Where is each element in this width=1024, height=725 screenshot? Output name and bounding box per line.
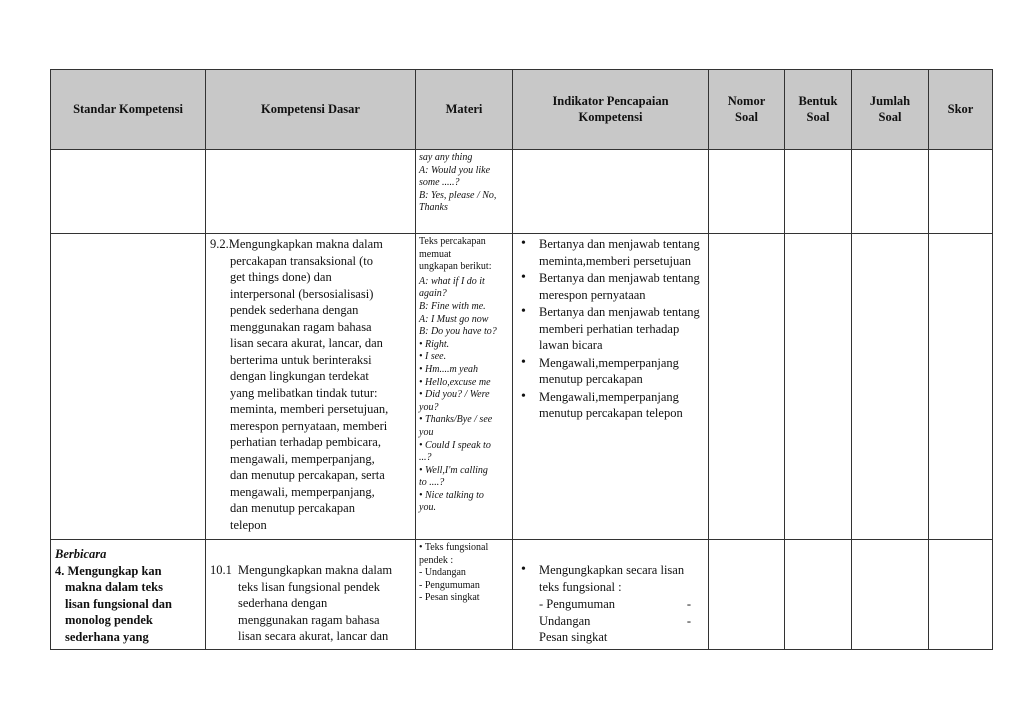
sub-item-dash: - xyxy=(686,613,691,628)
standar-block xyxy=(51,540,205,647)
header-indikator xyxy=(513,70,709,150)
kd-line: interpersonal (bersosialisasi) xyxy=(230,286,374,301)
header-standar-kompetensi xyxy=(51,70,206,150)
standar-title: Berbicara xyxy=(55,547,107,561)
kd-number: 10.1 xyxy=(210,563,232,577)
cell-jumlah xyxy=(852,234,929,540)
materi-line: • Teks fungsional xyxy=(419,542,489,553)
header-row xyxy=(51,70,993,150)
materi-line: A: Would you like xyxy=(419,164,491,176)
materi-line: B: Do you have to? xyxy=(419,326,497,338)
materi-line: Teks percakapan xyxy=(419,236,486,247)
indikator-list xyxy=(513,234,708,422)
header-materi xyxy=(416,70,513,150)
cell-indikator xyxy=(513,150,709,234)
header-kompetensi-dasar xyxy=(206,70,416,150)
cell-materi xyxy=(416,150,513,234)
cell-kd xyxy=(206,540,416,650)
kd-line: get things done) dan xyxy=(230,270,332,284)
kd-line: pendek sederhana dengan xyxy=(230,303,359,317)
indikator-item: • Mengawali,memperpanjang menutup percakapan xyxy=(517,355,704,388)
sub-item xyxy=(539,596,691,613)
kd-line: meminta, memberi persetujuan, xyxy=(230,402,389,416)
materi-block xyxy=(416,540,512,607)
materi-line: some .....? xyxy=(419,177,460,189)
sub-item xyxy=(539,613,691,630)
sub-item-dash: - xyxy=(686,597,691,611)
materi-line: pendek : xyxy=(419,554,454,566)
kd-line: Mengungkapkan makna dalam xyxy=(228,237,383,251)
header-jumlah-soal xyxy=(852,70,929,150)
header-materi-text: Materi xyxy=(445,101,483,116)
sub-item-label: - Pengumuman xyxy=(539,597,616,611)
materi-line: you. xyxy=(419,502,436,514)
materi-line: • I see. xyxy=(419,351,447,363)
cell-standar xyxy=(51,540,206,650)
cell-indikator xyxy=(513,234,709,540)
cell-skor xyxy=(929,234,993,540)
cell-nomor xyxy=(709,150,785,234)
cell-skor xyxy=(929,150,993,234)
header-bentuk-l1: Bentuk xyxy=(798,93,838,108)
materi-line: Thanks xyxy=(419,202,448,214)
cell-materi xyxy=(416,540,513,650)
header-bentuk-l2: Soal xyxy=(806,109,830,124)
kd-line: menggunakan ragam bahasa xyxy=(230,319,372,334)
materi-line: to ....? xyxy=(419,477,445,489)
materi-line: • Could I speak to xyxy=(419,439,491,451)
kd-line: lisan secara akurat, lancar dan xyxy=(238,629,389,643)
cell-nomor xyxy=(709,234,785,540)
materi-line: • Hm....m yeah xyxy=(419,363,479,375)
materi-line: A: what if I do it xyxy=(419,275,485,287)
header-bentuk-soal xyxy=(785,70,852,150)
indikator-item: • Mengawali,memperpanjang menutup percakapan telepon xyxy=(517,389,704,422)
sub-item-label: Pesan singkat xyxy=(539,630,608,644)
materi-block xyxy=(416,150,512,217)
cell-jumlah xyxy=(852,540,929,650)
standar-line: makna dalam teks xyxy=(65,580,163,594)
table-row xyxy=(51,150,993,234)
cell-jumlah xyxy=(852,150,929,234)
materi-line: • Did you? / Were xyxy=(419,389,490,401)
cell-nomor xyxy=(709,540,785,650)
kd-line: telepon xyxy=(230,517,267,532)
kd-line: dengan lingkungan terdekat xyxy=(230,369,369,383)
header-nomor-l1: Nomor xyxy=(727,93,766,108)
cell-standar xyxy=(51,150,206,234)
materi-intro xyxy=(416,234,512,276)
kd-line: sederhana dengan xyxy=(238,596,328,610)
materi-line: • Right. xyxy=(419,338,450,350)
kd-number: 9.2. xyxy=(210,237,229,251)
materi-expressions xyxy=(416,276,512,517)
materi-line: ...? xyxy=(419,452,432,464)
cell-bentuk xyxy=(785,540,852,650)
materi-line: memuat xyxy=(419,248,452,260)
header-standar-text: Standar Kompetensi xyxy=(73,101,183,116)
materi-line: ungkapan berikut: xyxy=(419,261,492,273)
materi-line: you? xyxy=(419,401,439,413)
materi-line: A: I Must go now xyxy=(419,313,489,325)
cell-bentuk xyxy=(785,234,852,540)
materi-line: • Hello,excuse me xyxy=(419,376,491,388)
header-indikator-l2: Kompetensi xyxy=(578,109,643,124)
indikator-list xyxy=(513,540,708,595)
kd-line: percakapan transaksional (to xyxy=(230,253,373,268)
kd-line: mengawali, memperpanjang, xyxy=(230,484,375,499)
kd-block xyxy=(206,234,415,535)
cell-kd xyxy=(206,234,416,540)
materi-line: • Well,I'm calling xyxy=(419,464,488,476)
materi-line: - Pengumuman xyxy=(419,579,480,591)
table-row xyxy=(51,234,993,540)
materi-line: - Pesan singkat xyxy=(419,592,480,604)
kd-line: Mengungkapkan makna dalam xyxy=(238,563,393,577)
indikator-item: • Mengungkapkan secara lisan teks fungsional : xyxy=(517,562,704,595)
kd-line: lisan secara akurat, lancar, dan xyxy=(230,336,383,350)
standar-line: lisan fungsional dan xyxy=(65,596,172,611)
header-skor-text: Skor xyxy=(947,101,974,116)
materi-line: • Thanks/Bye / see xyxy=(419,414,493,426)
materi-line: B: Yes, please / No, xyxy=(419,189,497,201)
header-nomor-l2: Soal xyxy=(735,109,758,124)
kd-block xyxy=(206,540,415,647)
kd-line: dan menutup percakapan xyxy=(230,501,355,515)
cell-indikator xyxy=(513,540,709,650)
cell-materi xyxy=(416,234,513,540)
cell-kd xyxy=(206,150,416,234)
kd-line: mengawali, memperpanjang, xyxy=(230,451,375,466)
indikator-sublist xyxy=(513,596,708,646)
header-jumlah-l1: Jumlah xyxy=(869,93,911,108)
table-row xyxy=(51,540,993,650)
materi-line: B: Fine with me. xyxy=(419,300,486,312)
standar-line: 4. Mengungkap kan xyxy=(55,563,162,578)
standar-line: sederhana yang xyxy=(65,629,149,644)
kd-line: berterima untuk berinteraksi xyxy=(230,352,372,367)
header-kd-text: Kompetensi Dasar xyxy=(261,101,360,116)
standar-line: monolog pendek xyxy=(65,613,153,627)
header-nomor-soal xyxy=(709,70,785,150)
materi-line: • Nice talking to xyxy=(419,489,484,501)
indikator-item: • Bertanya dan menjawab tentang meminta,memberi persetujuan xyxy=(517,236,704,269)
materi-line: again? xyxy=(419,288,447,300)
materi-line: you xyxy=(419,426,434,438)
kisi-kisi-table xyxy=(50,69,993,650)
sub-item xyxy=(539,629,691,646)
indikator-item: • Bertanya dan menjawab tentang memberi perhatian terhadap lawan bicara xyxy=(517,304,704,354)
kd-line: dan menutup percakapan, serta xyxy=(230,468,385,482)
materi-line: say any thing xyxy=(419,152,473,163)
kd-line: menggunakan ragam bahasa xyxy=(238,612,380,627)
sub-item-label: Undangan xyxy=(539,613,591,628)
kd-line: merespon pernyataan, memberi xyxy=(230,418,388,433)
materi-line: - Undangan xyxy=(419,567,466,579)
kd-line: yang melibatkan tindak tutur: xyxy=(230,385,378,400)
header-skor xyxy=(929,70,993,150)
cell-standar xyxy=(51,234,206,540)
kd-line: perhatian terhadap pembicara, xyxy=(230,435,381,449)
cell-bentuk xyxy=(785,150,852,234)
cell-skor xyxy=(929,540,993,650)
kd-line: teks lisan fungsional pendek xyxy=(238,579,380,594)
indikator-item: • Bertanya dan menjawab tentang merespon pernyataan xyxy=(517,270,704,303)
header-indikator-l1: Indikator Pencapaian xyxy=(552,93,669,108)
header-jumlah-l2: Soal xyxy=(878,109,902,124)
